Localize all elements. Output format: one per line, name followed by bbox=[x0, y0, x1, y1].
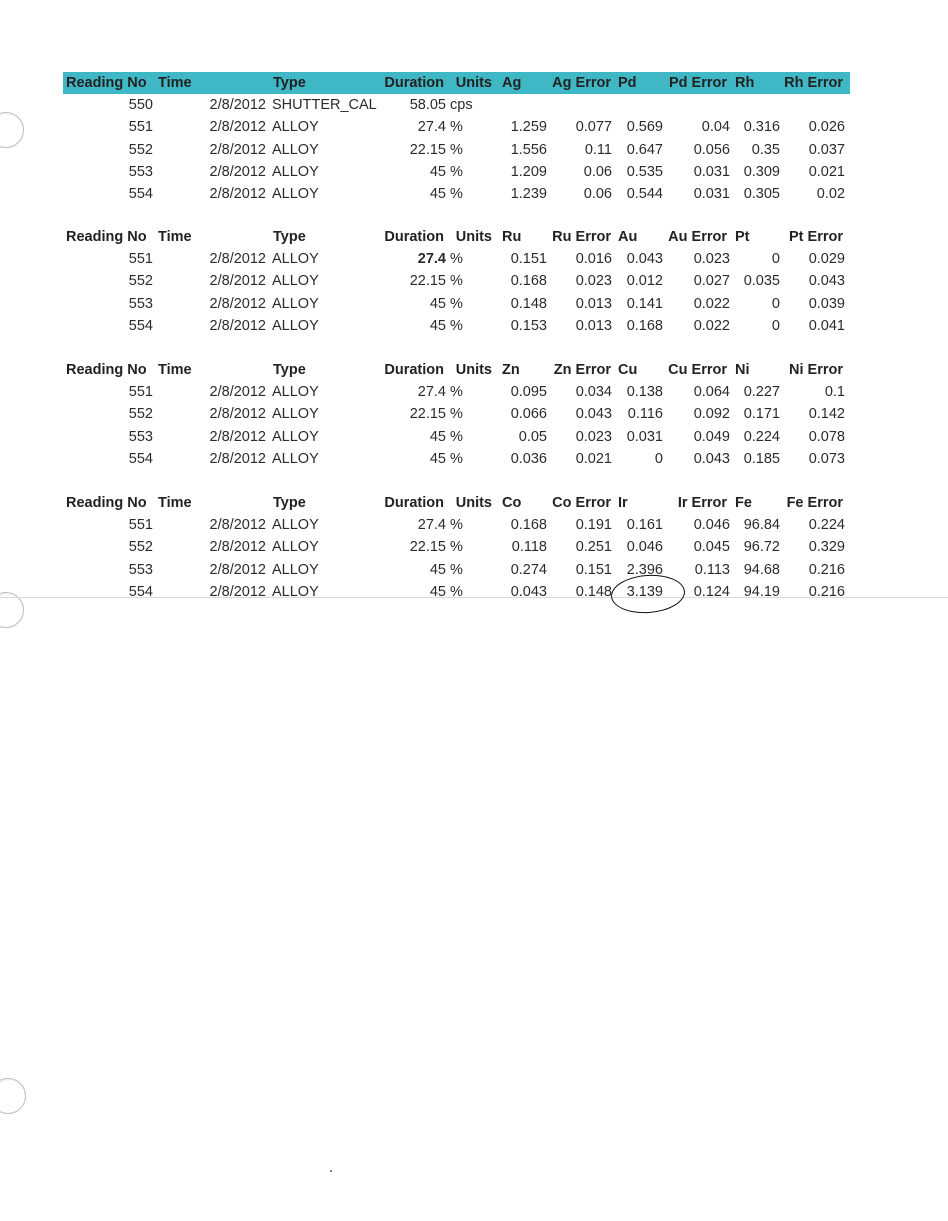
table-cell: 0.023 bbox=[575, 273, 612, 289]
table-cell: 0.031 bbox=[693, 186, 730, 202]
table-cell: 27.4 bbox=[417, 517, 446, 533]
column-header: Fe bbox=[735, 495, 752, 511]
table-row bbox=[0, 116, 948, 138]
table-cell: 2/8/2012 bbox=[209, 429, 266, 445]
table-cell: 1.209 bbox=[510, 164, 547, 180]
table-cell: 0.034 bbox=[575, 384, 612, 400]
table-cell: 0.274 bbox=[510, 562, 547, 578]
column-header: Pd bbox=[618, 75, 637, 91]
table-cell: 550 bbox=[128, 97, 153, 113]
table-row bbox=[0, 270, 948, 292]
column-header: Reading No bbox=[66, 362, 147, 378]
table-cell: 0.049 bbox=[693, 429, 730, 445]
column-header: Duration bbox=[384, 229, 444, 245]
column-header: Pt bbox=[735, 229, 750, 245]
table-cell: 2/8/2012 bbox=[209, 384, 266, 400]
table-cell: 0.043 bbox=[510, 584, 547, 600]
column-header: Reading No bbox=[66, 75, 147, 91]
table-cell: 552 bbox=[128, 406, 153, 422]
table-cell: SHUTTER_CAL bbox=[272, 97, 377, 113]
table-cell: 0.309 bbox=[743, 164, 780, 180]
table-cell: 0.151 bbox=[510, 251, 547, 267]
column-header: Ir bbox=[618, 495, 628, 511]
table-cell: % bbox=[450, 119, 463, 135]
column-header: Ag bbox=[502, 75, 522, 91]
column-header: Units bbox=[455, 229, 492, 245]
table-cell: 45 bbox=[429, 451, 446, 467]
table-cell: ALLOY bbox=[272, 164, 319, 180]
table-cell: % bbox=[450, 273, 463, 289]
table-row bbox=[0, 248, 948, 270]
column-header: Ni Error bbox=[789, 362, 843, 378]
table-cell: 22.15 bbox=[409, 406, 446, 422]
table-cell: 27.4 bbox=[417, 251, 446, 267]
table-cell: ALLOY bbox=[272, 584, 319, 600]
table-cell: 58.05 bbox=[409, 97, 446, 113]
table-cell: 0.043 bbox=[693, 451, 730, 467]
column-header: Pt Error bbox=[789, 229, 843, 245]
table-cell: 0.185 bbox=[743, 451, 780, 467]
table-cell: 0.02 bbox=[816, 186, 845, 202]
table-cell: 0 bbox=[654, 451, 663, 467]
table-cell: ALLOY bbox=[272, 429, 319, 445]
table-cell: 0.021 bbox=[808, 164, 845, 180]
table-cell: 0.023 bbox=[575, 429, 612, 445]
table-cell: 553 bbox=[128, 429, 153, 445]
column-header: Type bbox=[273, 495, 306, 511]
table-cell: 2/8/2012 bbox=[209, 186, 266, 202]
table-cell: 2/8/2012 bbox=[209, 119, 266, 135]
column-header: Zn bbox=[502, 362, 520, 378]
table-cell: 0.251 bbox=[575, 539, 612, 555]
table-cell: 0.05 bbox=[518, 429, 547, 445]
table-cell: 0.138 bbox=[626, 384, 663, 400]
table-cell: 0.316 bbox=[743, 119, 780, 135]
column-header: Pd Error bbox=[668, 75, 727, 91]
table-cell: 0.045 bbox=[693, 539, 730, 555]
table-row bbox=[0, 293, 948, 315]
table-cell: % bbox=[450, 562, 463, 578]
table-cell: 0.056 bbox=[693, 142, 730, 158]
table-cell: 0.029 bbox=[808, 251, 845, 267]
table-cell: 0.04 bbox=[701, 119, 730, 135]
column-header: Units bbox=[455, 495, 492, 511]
table-cell: 0.06 bbox=[583, 186, 612, 202]
table-cell: % bbox=[450, 429, 463, 445]
table-cell: ALLOY bbox=[272, 539, 319, 555]
column-header: Reading No bbox=[66, 229, 147, 245]
column-header: Type bbox=[273, 362, 306, 378]
table-cell: 0.026 bbox=[808, 119, 845, 135]
table-cell: 554 bbox=[128, 318, 153, 334]
table-cell: 552 bbox=[128, 142, 153, 158]
column-header: Fe Error bbox=[786, 495, 843, 511]
table-row bbox=[0, 139, 948, 161]
table-cell: 0.031 bbox=[626, 429, 663, 445]
table-cell: 1.556 bbox=[510, 142, 547, 158]
binder-hole-bottom bbox=[0, 1078, 26, 1114]
table-cell: 0.041 bbox=[808, 318, 845, 334]
table-cell: % bbox=[450, 142, 463, 158]
table-cell: 2/8/2012 bbox=[209, 296, 266, 312]
table-cell: 0.035 bbox=[743, 273, 780, 289]
table-row bbox=[0, 381, 948, 403]
table-row bbox=[0, 315, 948, 337]
table-cell: 94.68 bbox=[743, 562, 780, 578]
column-header: Reading No bbox=[66, 495, 147, 511]
table-row bbox=[0, 403, 948, 425]
column-header: Cu Error bbox=[668, 362, 727, 378]
table-cell: 0.171 bbox=[743, 406, 780, 422]
table-cell: 0.039 bbox=[808, 296, 845, 312]
table-cell: ALLOY bbox=[272, 384, 319, 400]
table-cell: 0.216 bbox=[808, 562, 845, 578]
column-header: Rh Error bbox=[784, 75, 843, 91]
table-row bbox=[0, 161, 948, 183]
table-cell: 0.142 bbox=[808, 406, 845, 422]
table-cell: 45 bbox=[429, 584, 446, 600]
table-cell: 22.15 bbox=[409, 273, 446, 289]
table-cell: 0.113 bbox=[694, 562, 730, 578]
table-cell: 0.043 bbox=[626, 251, 663, 267]
table-cell: 0.35 bbox=[751, 142, 780, 158]
table-row bbox=[0, 426, 948, 448]
table-cell: 0.031 bbox=[693, 164, 730, 180]
table-cell: % bbox=[450, 164, 463, 180]
table-cell: ALLOY bbox=[272, 451, 319, 467]
table-cell: 2/8/2012 bbox=[209, 142, 266, 158]
table-cell: 96.72 bbox=[743, 539, 780, 555]
table-cell: 0.013 bbox=[575, 296, 612, 312]
column-header: Au bbox=[618, 229, 638, 245]
table-cell: 0.148 bbox=[510, 296, 547, 312]
table-cell: 27.4 bbox=[417, 119, 446, 135]
table-cell: 0.329 bbox=[808, 539, 845, 555]
table-cell: ALLOY bbox=[272, 186, 319, 202]
table-cell: 0.016 bbox=[575, 251, 612, 267]
table-cell: 0.535 bbox=[626, 164, 663, 180]
table-cell: 0.116 bbox=[627, 406, 663, 422]
table-cell: ALLOY bbox=[272, 562, 319, 578]
table-cell: 554 bbox=[128, 186, 153, 202]
table-cell: % bbox=[450, 251, 463, 267]
table-cell: 2/8/2012 bbox=[209, 251, 266, 267]
table-cell: 45 bbox=[429, 429, 446, 445]
column-header: Ir Error bbox=[677, 495, 727, 511]
table-cell: 22.15 bbox=[409, 142, 446, 158]
table-cell: 0.012 bbox=[626, 273, 663, 289]
column-header: Duration bbox=[384, 362, 444, 378]
table-cell: 0.168 bbox=[626, 318, 663, 334]
table-row bbox=[0, 581, 948, 603]
table-cell: 0.224 bbox=[743, 429, 780, 445]
table-cell: 0 bbox=[771, 296, 780, 312]
table-cell: 0.1 bbox=[824, 384, 845, 400]
table-cell: 0.036 bbox=[510, 451, 547, 467]
table-row bbox=[0, 559, 948, 581]
table-cell: 0.092 bbox=[693, 406, 730, 422]
table-cell: 2/8/2012 bbox=[209, 318, 266, 334]
table-cell: % bbox=[450, 517, 463, 533]
table-cell: ALLOY bbox=[272, 142, 319, 158]
table-cell: 0.023 bbox=[693, 251, 730, 267]
table-cell: 45 bbox=[429, 186, 446, 202]
column-header: Duration bbox=[384, 75, 444, 91]
table-cell: % bbox=[450, 186, 463, 202]
table-cell: 1.259 bbox=[510, 119, 547, 135]
table-cell: % bbox=[450, 384, 463, 400]
table-cell: 0.191 bbox=[575, 517, 612, 533]
column-header: Time bbox=[158, 495, 192, 511]
table-cell: 0.064 bbox=[693, 384, 730, 400]
table-cell: 2/8/2012 bbox=[209, 539, 266, 555]
table-cell: 45 bbox=[429, 562, 446, 578]
table-cell: 0 bbox=[771, 318, 780, 334]
table-cell: 2/8/2012 bbox=[209, 517, 266, 533]
table-cell: 0.021 bbox=[575, 451, 612, 467]
table-cell: 0.073 bbox=[808, 451, 845, 467]
table-cell: 0.11 bbox=[584, 142, 612, 158]
column-header: Duration bbox=[384, 495, 444, 511]
table-cell: 0.046 bbox=[626, 539, 663, 555]
table-cell: 1.239 bbox=[510, 186, 547, 202]
table-cell: 0.148 bbox=[575, 584, 612, 600]
table-cell: 0.06 bbox=[583, 164, 612, 180]
table-cell: % bbox=[450, 539, 463, 555]
table-header-row bbox=[0, 226, 948, 248]
column-header: Units bbox=[455, 362, 492, 378]
table-cell: 0.046 bbox=[693, 517, 730, 533]
scan-speck bbox=[330, 1170, 332, 1172]
table-cell: % bbox=[450, 296, 463, 312]
table-cell: 0.043 bbox=[575, 406, 612, 422]
table-row bbox=[0, 448, 948, 470]
table-cell: 551 bbox=[128, 119, 153, 135]
table-cell: cps bbox=[450, 97, 473, 113]
table-cell: 0.224 bbox=[808, 517, 845, 533]
column-header: Time bbox=[158, 362, 192, 378]
table-cell: 0.118 bbox=[511, 539, 547, 555]
table-cell: 2/8/2012 bbox=[209, 273, 266, 289]
table-cell: 553 bbox=[128, 164, 153, 180]
table-cell: 2/8/2012 bbox=[209, 584, 266, 600]
table-cell: 0.647 bbox=[626, 142, 663, 158]
table-cell: 0.161 bbox=[626, 517, 663, 533]
table-cell: 0.066 bbox=[510, 406, 547, 422]
table-header-row bbox=[0, 492, 948, 514]
table-header-row bbox=[0, 72, 948, 94]
table-cell: 554 bbox=[128, 451, 153, 467]
column-header: Time bbox=[158, 229, 192, 245]
table-cell: 2.396 bbox=[626, 562, 663, 578]
table-cell: 551 bbox=[128, 384, 153, 400]
column-header: Cu bbox=[618, 362, 638, 378]
table-cell: 2/8/2012 bbox=[209, 562, 266, 578]
column-header: Type bbox=[273, 75, 306, 91]
table-cell: 0.022 bbox=[693, 296, 730, 312]
column-header: Co bbox=[502, 495, 522, 511]
table-cell: 0.124 bbox=[693, 584, 730, 600]
table-cell: 551 bbox=[128, 517, 153, 533]
table-row bbox=[0, 94, 948, 116]
table-cell: 0.544 bbox=[626, 186, 663, 202]
column-header: Ag Error bbox=[552, 75, 611, 91]
table-cell: 552 bbox=[128, 539, 153, 555]
table-cell: % bbox=[450, 451, 463, 467]
table-cell: 0.168 bbox=[510, 517, 547, 533]
table-cell: ALLOY bbox=[272, 273, 319, 289]
table-cell: 0.013 bbox=[575, 318, 612, 334]
table-cell: ALLOY bbox=[272, 318, 319, 334]
table-cell: 45 bbox=[429, 164, 446, 180]
column-header: Ni bbox=[735, 362, 750, 378]
table-cell: ALLOY bbox=[272, 119, 319, 135]
table-cell: 0.037 bbox=[808, 142, 845, 158]
table-row bbox=[0, 536, 948, 558]
table-cell: 27.4 bbox=[417, 384, 446, 400]
table-cell: 2/8/2012 bbox=[209, 164, 266, 180]
table-cell: 45 bbox=[429, 296, 446, 312]
table-cell: % bbox=[450, 318, 463, 334]
column-header: Zn Error bbox=[553, 362, 611, 378]
table-cell: 96.84 bbox=[743, 517, 780, 533]
table-cell: ALLOY bbox=[272, 251, 319, 267]
table-cell: 3.139 bbox=[626, 584, 663, 600]
table-cell: 0.305 bbox=[743, 186, 780, 202]
table-header-row bbox=[0, 359, 948, 381]
table-cell: 0.022 bbox=[693, 318, 730, 334]
table-cell: 0 bbox=[771, 251, 780, 267]
table-row bbox=[0, 183, 948, 205]
table-cell: ALLOY bbox=[272, 296, 319, 312]
table-cell: 2/8/2012 bbox=[209, 451, 266, 467]
table-cell: 0.027 bbox=[693, 273, 730, 289]
table-cell: 0.227 bbox=[743, 384, 780, 400]
column-header: Time bbox=[158, 75, 192, 91]
table-cell: 553 bbox=[128, 296, 153, 312]
table-cell: 554 bbox=[128, 584, 153, 600]
table-cell: 0.151 bbox=[575, 562, 612, 578]
table-cell: 0.095 bbox=[510, 384, 547, 400]
table-cell: 45 bbox=[429, 318, 446, 334]
table-cell: 0.078 bbox=[808, 429, 845, 445]
table-cell: 22.15 bbox=[409, 539, 446, 555]
column-header: Rh bbox=[735, 75, 755, 91]
table-cell: 0.043 bbox=[808, 273, 845, 289]
table-cell: 94.19 bbox=[743, 584, 780, 600]
table-cell: 551 bbox=[128, 251, 153, 267]
column-header: Au Error bbox=[668, 229, 727, 245]
table-cell: 0.569 bbox=[626, 119, 663, 135]
table-cell: 0.141 bbox=[626, 296, 663, 312]
column-header: Co Error bbox=[552, 495, 611, 511]
table-cell: 0.216 bbox=[808, 584, 845, 600]
table-cell: 0.077 bbox=[575, 119, 612, 135]
table-cell: 553 bbox=[128, 562, 153, 578]
table-cell: 0.153 bbox=[510, 318, 547, 334]
table-cell: 0.168 bbox=[510, 273, 547, 289]
column-header: Type bbox=[273, 229, 306, 245]
column-header: Units bbox=[455, 75, 492, 91]
table-cell: % bbox=[450, 584, 463, 600]
table-cell: 2/8/2012 bbox=[209, 406, 266, 422]
table-row bbox=[0, 514, 948, 536]
column-header: Ru bbox=[502, 229, 522, 245]
table-cell: % bbox=[450, 406, 463, 422]
table-cell: ALLOY bbox=[272, 406, 319, 422]
table-cell: 552 bbox=[128, 273, 153, 289]
column-header: Ru Error bbox=[552, 229, 611, 245]
table-cell: ALLOY bbox=[272, 517, 319, 533]
table-cell: 2/8/2012 bbox=[209, 97, 266, 113]
